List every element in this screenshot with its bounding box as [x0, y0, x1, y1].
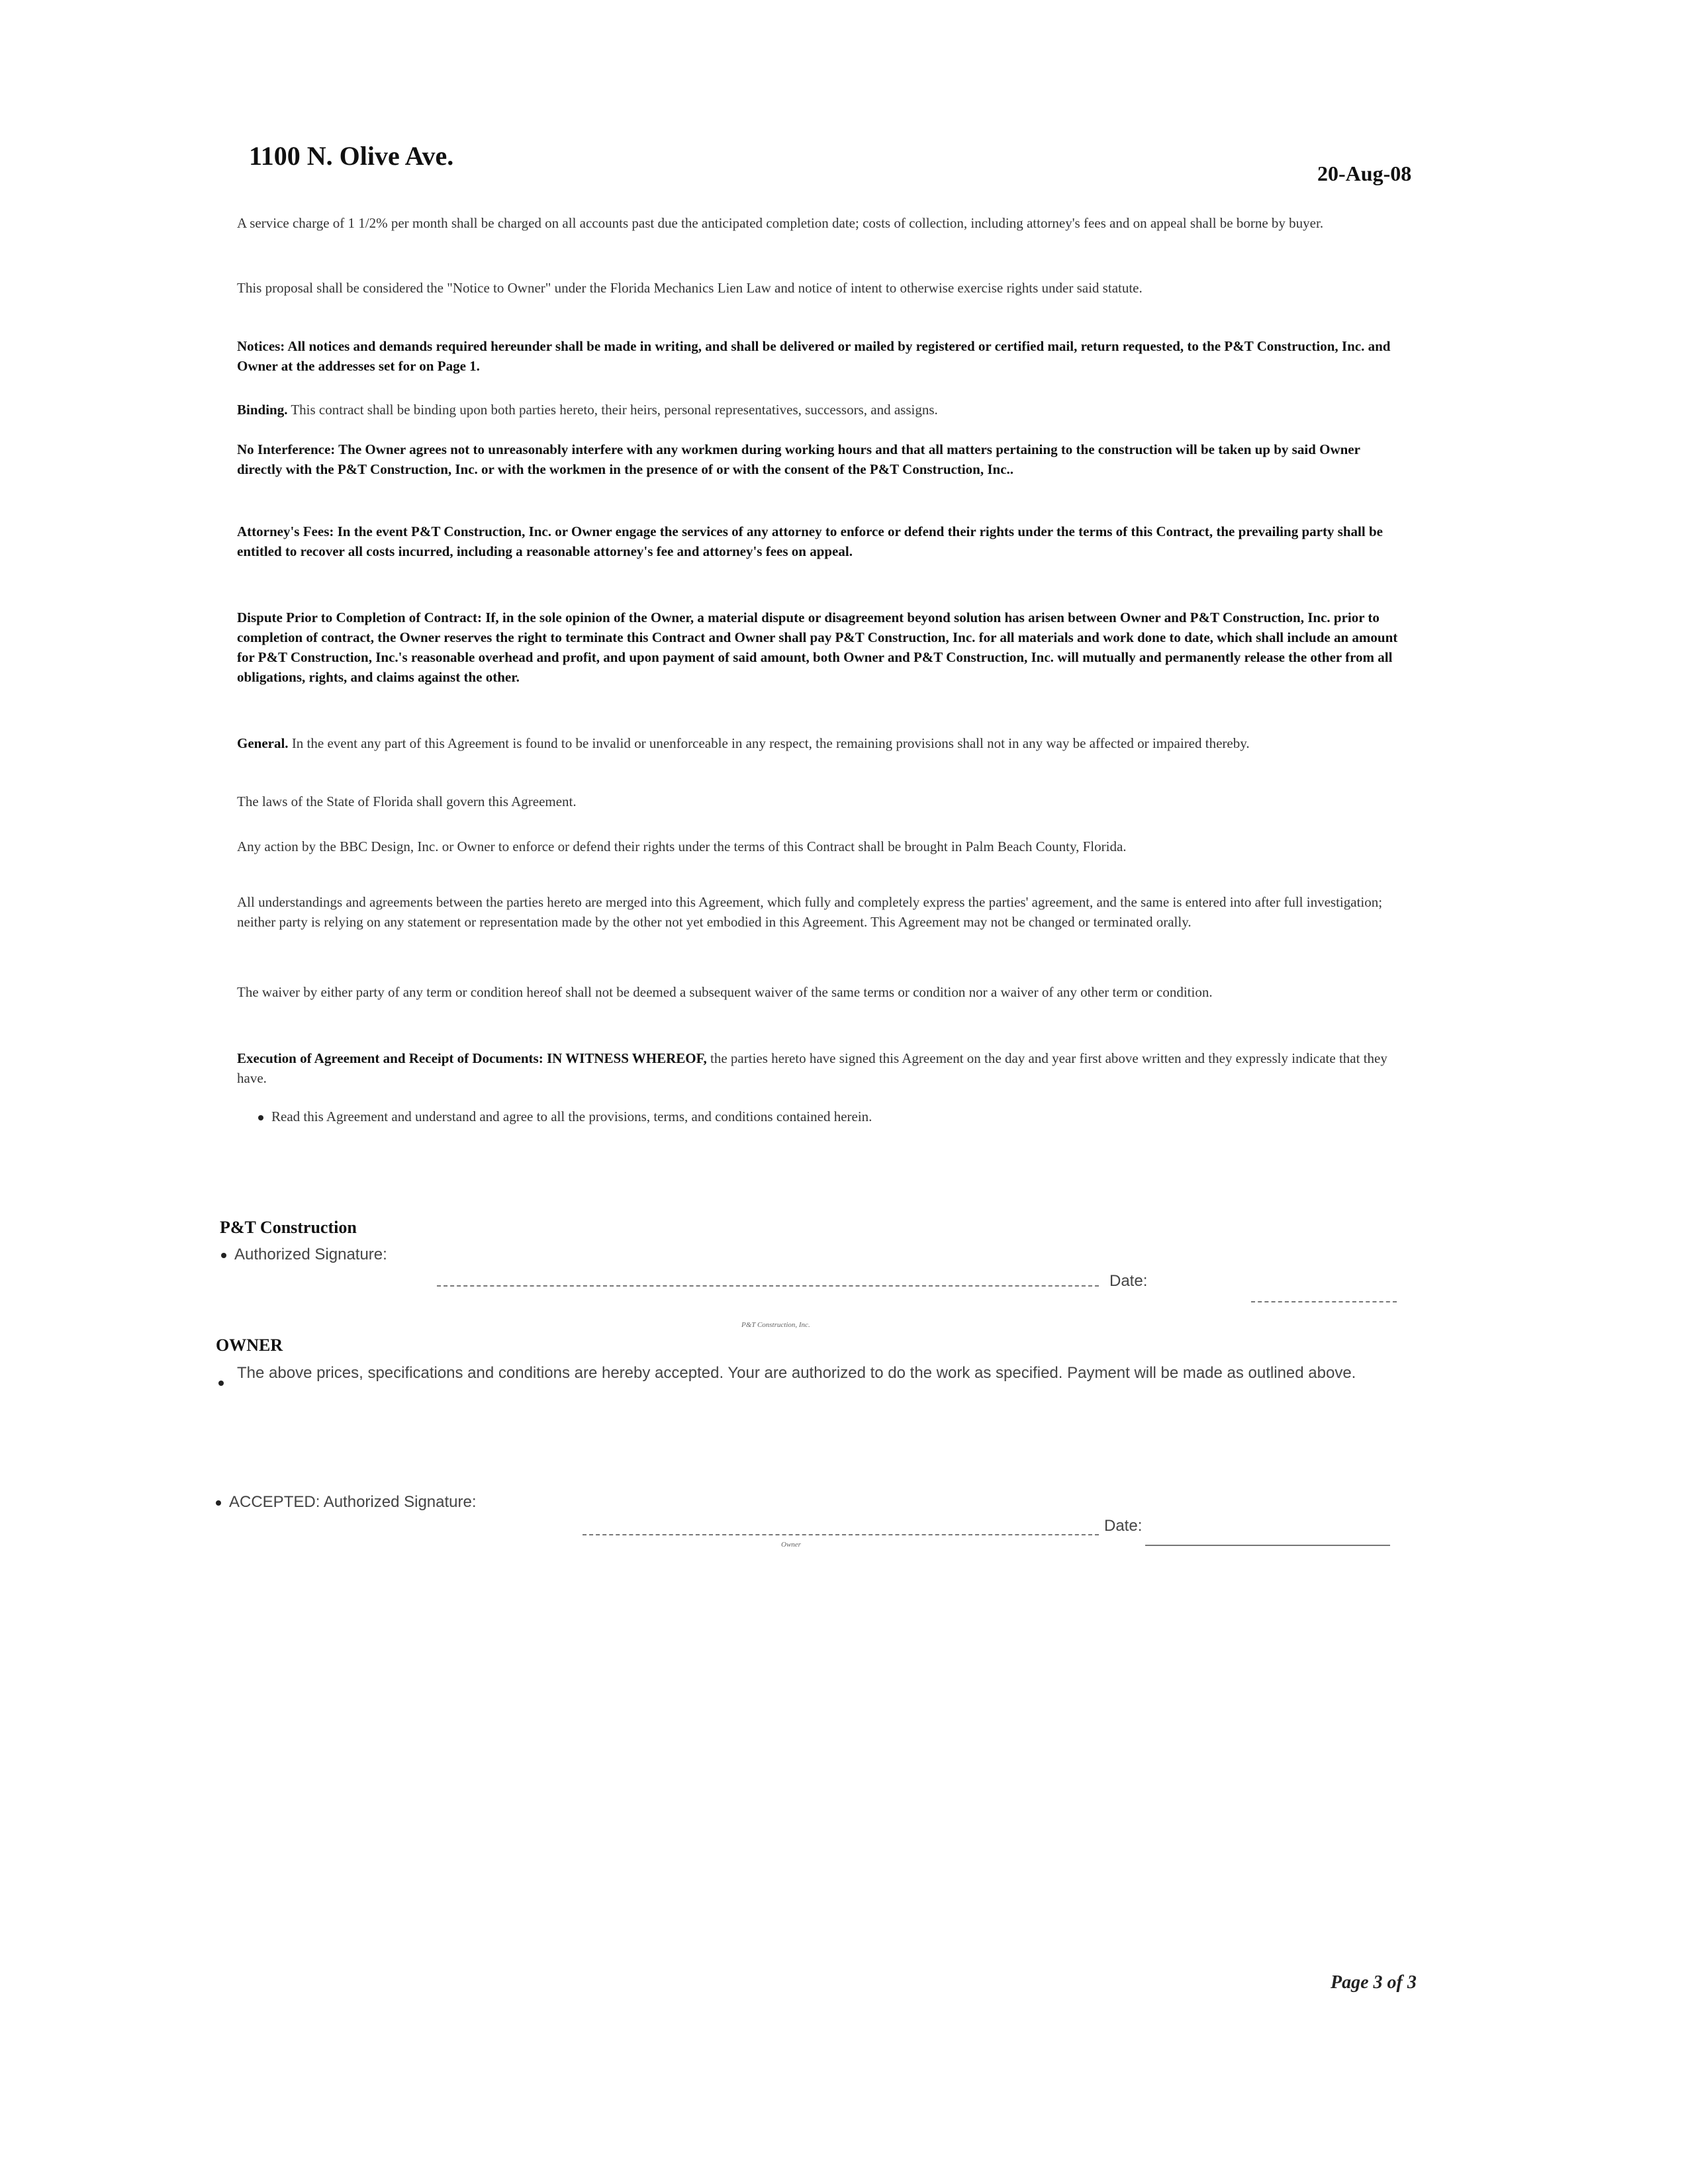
clause-body: This contract shall be binding upon both parties hereto, their heirs, personal representatives, successors, and assigns.: [291, 402, 938, 418]
contractor-signature-label: [221, 1246, 387, 1264]
bullet-icon: [221, 1253, 226, 1258]
attorney-fees-clause: [237, 522, 1402, 561]
notice-to-owner-clause: This proposal shall be considered the "Notice to Owner" under the Florida Mechanics Lien Law and notice of intent to otherwise exercise rights under said statute.: [237, 280, 1143, 296]
clause-lead: Attorney's Fees:: [237, 523, 334, 539]
clause-lead: No Interference:: [237, 441, 336, 457]
clause-body: If, in the sole opinion of the Owner, a material dispute or disagreement beyond solution has arisen between Owner and P&T Construction, Inc. prior to completion of contract, the Owner reserves the right to terminate this Contract and Owner shall pay P&T Construction, Inc. for all materials and work done to date, which shall include an amount for P&T Construction, Inc.'s reasonable overhead and profit, and upon payment of said amount, both Owner and P&T Construction, Inc. will mutually and permanently release the other from all obligations, rights, and claims against the other.: [237, 610, 1398, 685]
contractor-signature-line[interactable]: [437, 1285, 1099, 1287]
clause-body: the parties hereto have signed this Agreement on the day and year first above written and they expressly indicate that they have.: [237, 1050, 1387, 1086]
clause-body: In the event P&T Construction, Inc. or Owner engage the services of any attorney to enforce or defend their rights under the terms of this Contract, the prevailing party shall be entitled to recover all costs incurred, including a reasonable attorney's fee and attorney's fees on appeal.: [237, 523, 1383, 559]
binding-clause: [237, 400, 1402, 420]
contractor-heading: P&T Construction: [220, 1218, 357, 1237]
governing-law-clause: The laws of the State of Florida shall govern this Agreement.: [237, 794, 577, 809]
document-title: 1100 N. Olive Ave.: [249, 141, 454, 171]
general-clause: [237, 733, 1402, 753]
owner-caption: Owner: [781, 1541, 801, 1549]
notices-clause: [237, 336, 1402, 376]
page-number: Page 3 of 3: [1331, 1972, 1417, 1993]
clause-lead: Dispute Prior to Completion of Contract:: [237, 610, 482, 625]
owner-acceptance: [218, 1362, 1422, 1385]
label-text: ACCEPTED: Authorized Signature:: [229, 1493, 477, 1511]
dispute-clause: [237, 608, 1402, 687]
contractor-date-label: Date:: [1109, 1272, 1148, 1290]
service-charge-clause: A service charge of 1 1/2% per month shall be charged on all accounts past due the anticipated completion date; costs of collection, including attorney's fees and on appeal shall be borne by buyer.: [237, 215, 1324, 231]
bullet-text: Read this Agreement and understand and agree to all the provisions, terms, and conditions contained herein.: [271, 1109, 872, 1124]
no-interference-clause: [237, 439, 1402, 479]
execution-bullet: [258, 1107, 1185, 1126]
waiver-clause: The waiver by either party of any term or condition hereof shall not be deemed a subsequent waiver of the same terms or condition nor a waiver of any other term or condition.: [237, 984, 1213, 1000]
acceptance-text: The above prices, specifications and conditions are hereby accepted. Your are authorized to do the work as specified. Payment will be made as outlined above.: [237, 1364, 1356, 1382]
owner-date-label: Date:: [1104, 1517, 1143, 1535]
clause-body: The Owner agrees not to unreasonably interfere with any workmen during working hours and that all matters pertaining to the construction will be taken up by said Owner directly with the P&T Construction, Inc. or with the workmen in the presence of or with the consent of the P&T Construction, Inc..: [237, 441, 1360, 477]
entire-agreement-clause: All understandings and agreements between the parties hereto are merged into this Agreement, which fully and completely express the parties' agreement, and the same is entered into after full investigation; neither party is relying on any statement or representation made by the other not yet embodied in this Agreement. This Agreement may not be changed or terminated orally.: [237, 894, 1383, 930]
owner-date-line[interactable]: [1145, 1545, 1390, 1546]
clause-lead: General.: [237, 735, 289, 751]
clause-lead: Binding.: [237, 402, 288, 418]
contractor-caption: P&T Construction, Inc.: [741, 1321, 810, 1329]
contractor-date-line[interactable]: [1251, 1301, 1397, 1302]
bullet-icon: [218, 1381, 224, 1386]
venue-clause: Any action by the BBC Design, Inc. or Owner to enforce or defend their rights under the terms of this Contract shall be brought in Palm Beach County, Florida.: [237, 839, 1127, 854]
document-date: 20-Aug-08: [1317, 161, 1412, 185]
owner-heading: OWNER: [216, 1336, 283, 1355]
witness-text: IN WITNESS WHEREOF,: [546, 1050, 707, 1066]
clause-body: All notices and demands required hereunder shall be made in writing, and shall be delivered or mailed by registered or certified mail, return requested, to the P&T Construction, Inc. and Owner at the addresses set for on Page 1.: [237, 338, 1391, 374]
bullet-icon: [216, 1500, 221, 1506]
bullet-icon: [258, 1115, 263, 1120]
clause-lead: Notices:: [237, 338, 285, 354]
execution-clause: [237, 1048, 1402, 1088]
owner-signature-label: [216, 1493, 477, 1512]
label-text: Authorized Signature:: [234, 1246, 387, 1263]
clause-lead: Execution of Agreement and Receipt of Documents:: [237, 1050, 543, 1066]
owner-signature-line[interactable]: [583, 1534, 1099, 1535]
clause-body: In the event any part of this Agreement is found to be invalid or unenforceable in any respect, the remaining provisions shall not in any way be affected or impaired thereby.: [291, 735, 1250, 751]
